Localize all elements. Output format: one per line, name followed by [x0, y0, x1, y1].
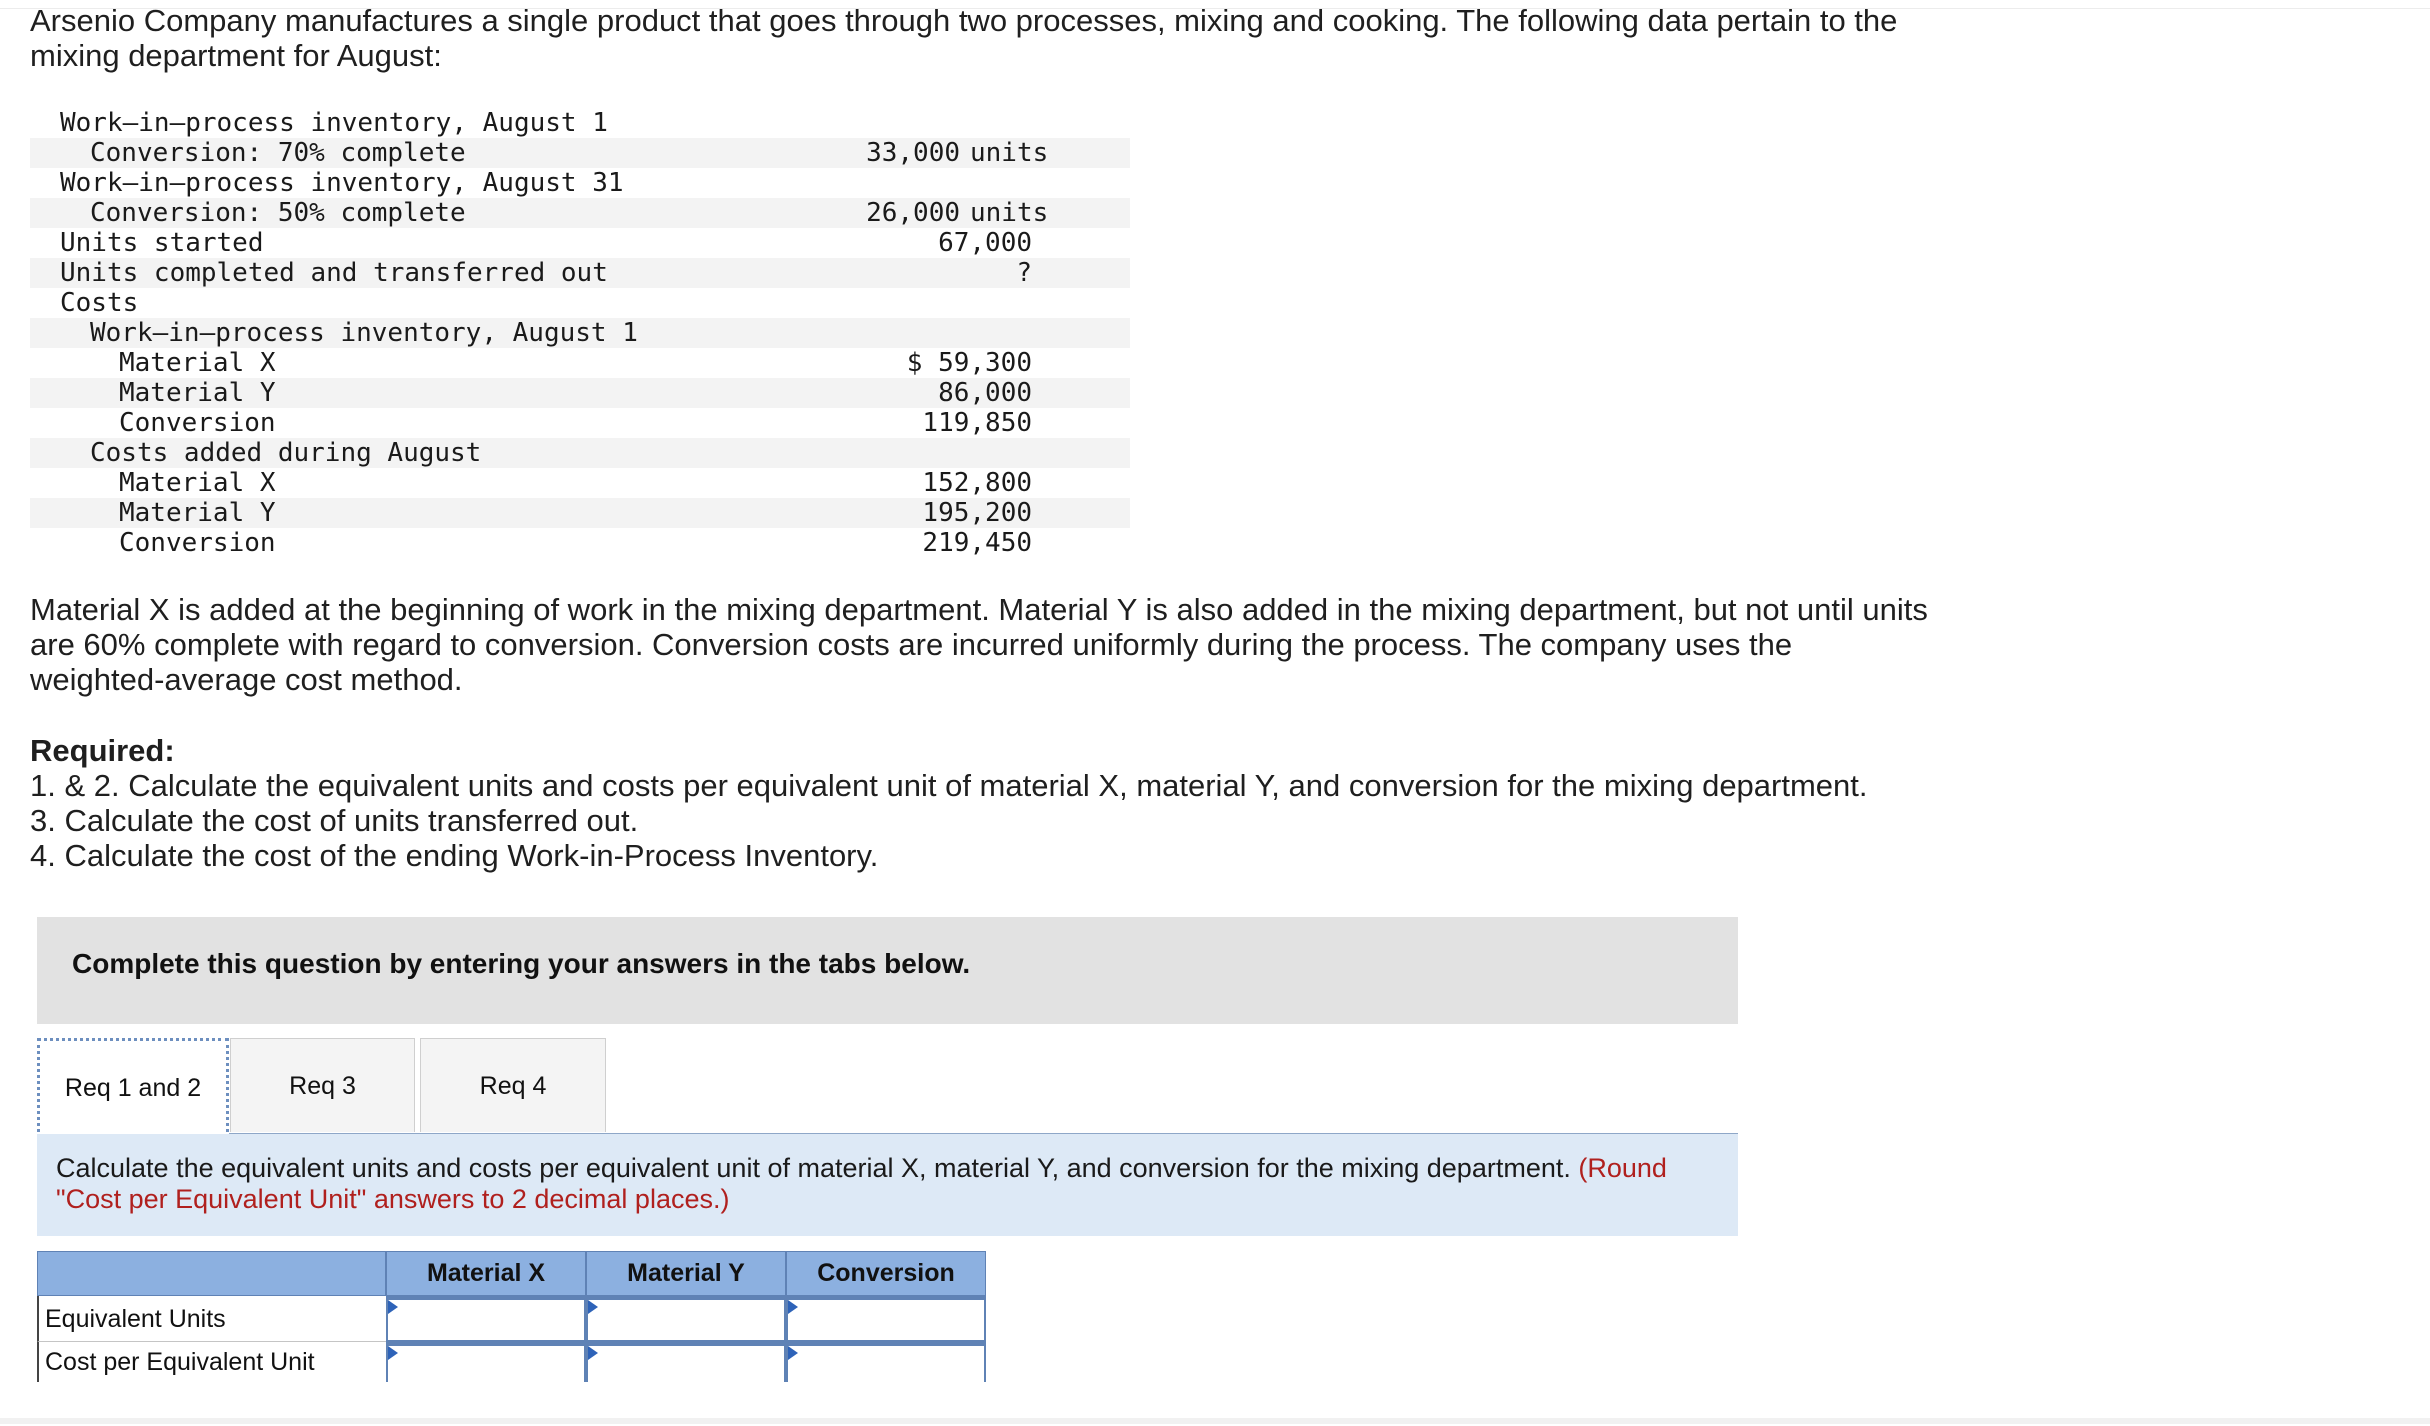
- data-value: 152,800: [922, 468, 1032, 498]
- data-row: [30, 228, 1130, 258]
- question-panel: [37, 1134, 1738, 1236]
- data-row: [30, 258, 1130, 288]
- data-label: Work–in–process inventory, August 1: [90, 318, 638, 348]
- data-value: 195,200: [922, 498, 1032, 528]
- instruction-banner: [37, 917, 1738, 1024]
- data-label: Conversion: 50% complete: [90, 198, 466, 228]
- row-label-equivalent-units: Equivalent Units: [37, 1296, 386, 1342]
- intro-paragraph: Arsenio Company manufactures a single product that goes through two processes, mixing and cooking. The following data pertain to the mixing department for August:: [30, 3, 1898, 73]
- data-unit: units: [970, 198, 1049, 228]
- data-label: Work–in–process inventory, August 1: [60, 108, 608, 138]
- cost-per-eu-material-x-cell: [386, 1342, 586, 1382]
- tab-req-1-and-2[interactable]: Req 1 and 2: [37, 1038, 229, 1132]
- data-label: Conversion: 70% complete: [90, 138, 466, 168]
- required-item: 3. Calculate the cost of units transferred out.: [30, 803, 639, 838]
- rounding-note: (Round "Cost per Equivalent Unit" answers to 2 decimal places.): [56, 1153, 1667, 1214]
- question-text: [56, 1153, 1706, 1215]
- grid-header-material-y: Material Y: [586, 1251, 786, 1296]
- cost-per-eu-material-x-input[interactable]: [392, 1350, 582, 1382]
- equiv-units-material-y-cell: [586, 1296, 786, 1342]
- data-value: ?: [1016, 258, 1032, 288]
- data-value: 219,450: [922, 528, 1032, 558]
- data-row: [30, 168, 1130, 198]
- data-row: [30, 498, 1130, 528]
- data-row: [30, 348, 1130, 378]
- question-instruction: Calculate the equivalent units and costs per equivalent unit of material X, material Y, and conversion for the mixing department.: [56, 1153, 1571, 1183]
- equiv-units-material-x-input[interactable]: [392, 1304, 582, 1336]
- data-value: 67,000: [938, 228, 1032, 258]
- required-section: [30, 733, 1930, 873]
- equiv-units-conversion-cell: [786, 1296, 986, 1342]
- grid-header-material-x: Material X: [386, 1251, 586, 1296]
- data-label: Costs: [60, 288, 139, 318]
- data-label: Conversion: [119, 408, 276, 438]
- data-label: Material Y: [119, 498, 276, 528]
- data-row: [30, 108, 1130, 138]
- data-row: [30, 288, 1130, 318]
- tab-req-4[interactable]: Req 4: [420, 1038, 606, 1132]
- data-row: [30, 198, 1130, 228]
- equiv-units-material-x-cell: [386, 1296, 586, 1342]
- bottom-divider: [0, 1418, 2430, 1424]
- data-label: Units started: [60, 228, 264, 258]
- data-row: [30, 438, 1130, 468]
- data-value: $ 59,300: [906, 348, 1032, 378]
- grid-header-conversion: Conversion: [786, 1251, 986, 1296]
- data-value: 86,000: [938, 378, 1032, 408]
- data-row: [30, 468, 1130, 498]
- data-table: [30, 108, 1130, 558]
- row-label-cost-per-equivalent-unit: Cost per Equivalent Unit: [37, 1342, 386, 1382]
- cost-per-eu-conversion-input[interactable]: [792, 1350, 982, 1382]
- required-item: 1. & 2. Calculate the equivalent units and costs per equivalent unit of material X, material Y, and conversion for the mixing department.: [30, 768, 1868, 803]
- equiv-units-conversion-input[interactable]: [792, 1304, 982, 1336]
- data-label: Material Y: [119, 378, 276, 408]
- instruction-text: Complete this question by entering your answers in the tabs below.: [72, 948, 971, 979]
- data-label: Material X: [119, 348, 276, 378]
- equiv-units-material-y-input[interactable]: [592, 1304, 782, 1336]
- cost-per-eu-conversion-cell: [786, 1342, 986, 1382]
- cost-per-eu-material-y-input[interactable]: [592, 1350, 782, 1382]
- cost-per-eu-material-y-cell: [586, 1342, 786, 1382]
- data-unit: units: [970, 138, 1049, 168]
- data-value: 119,850: [922, 408, 1032, 438]
- data-row: [30, 318, 1130, 348]
- data-label: Work–in–process inventory, August 31: [60, 168, 624, 198]
- data-label: Material X: [119, 468, 276, 498]
- data-row: [30, 378, 1130, 408]
- data-label: Costs added during August: [90, 438, 482, 468]
- data-value: 26,000: [866, 198, 960, 228]
- method-paragraph: Material X is added at the beginning of work in the mixing department. Material Y is also added in the mixing department, but not until units are 60% complete with regard to conversion. Conversion costs are incurred uniformly during the process. The company uses the weighted-average cost method.: [30, 592, 1928, 697]
- grid-header-blank: [37, 1251, 386, 1296]
- data-label: Units completed and transferred out: [60, 258, 608, 288]
- data-row: [30, 138, 1130, 168]
- required-item: 4. Calculate the cost of the ending Work-in-Process Inventory.: [30, 838, 879, 873]
- data-row: [30, 408, 1130, 438]
- data-row: [30, 528, 1130, 558]
- tab-req-3[interactable]: Req 3: [230, 1038, 415, 1132]
- data-label: Conversion: [119, 528, 276, 558]
- required-title: Required:: [30, 733, 175, 768]
- data-value: 33,000: [866, 138, 960, 168]
